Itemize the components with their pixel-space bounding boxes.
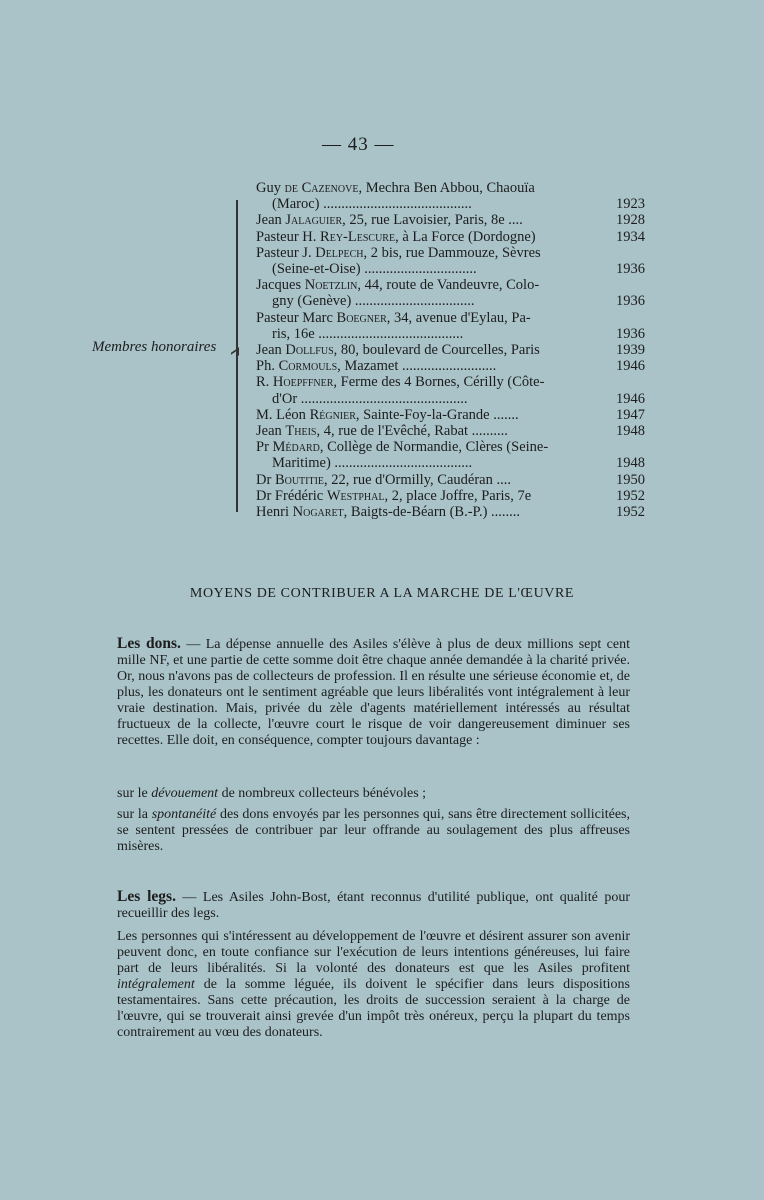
member-surname: Rey-Lescure	[320, 228, 396, 245]
member-name-line	[256, 439, 645, 455]
member-year: 1936	[616, 293, 645, 310]
member-prefix: Jean	[256, 423, 286, 440]
member-address: , 22, rue d'Ormilly, Caudéran ....	[324, 471, 511, 488]
legs-title: Les legs.	[117, 888, 176, 905]
dons-item2-post: des dons envoyés par les personnes qui, sans être directement sollicitées, se sentent pressées de contribuer par leur offrande au soulagement des plus affreuses misères.	[117, 807, 630, 854]
page-number: — 43 —	[322, 134, 395, 155]
member-name-line	[256, 358, 645, 374]
legs-p2-post: de la somme léguée, ils doivent le spécifier dans leurs dispositions testamentaires. Sans cette précaution, les droits de succession seraient à la charge de l'œuvre, qui se trouverait ainsi grevée d'un impôt très onéreux, perçu la plupart du temps contrairement au vœu des donateurs.	[117, 977, 630, 1040]
member-entry	[256, 374, 645, 406]
member-address: , Mazamet ..........................	[337, 358, 497, 375]
member-entry	[256, 407, 645, 423]
member-prefix: Dr Frédéric	[256, 487, 327, 504]
member-surname: Delpech	[315, 244, 364, 261]
member-address: , Ferme des 4 Bornes, Cérilly (Côte-	[333, 374, 545, 391]
member-surname: Boutitie	[274, 471, 325, 488]
member-address-continuation: d'Or ..............................................	[272, 390, 468, 407]
member-surname: Jalaguier	[285, 212, 343, 229]
member-entry	[256, 358, 645, 374]
member-entry	[256, 229, 645, 245]
member-name-line	[256, 229, 645, 245]
dons-body: — La dépense annuelle des Asiles s'élève à plus de deux millions sept cent mille NF, et une partie de cette somme doit être chaque année demandée à la charité privée. Or, nous n'avons pas de collecteurs de profession. Il en résulte une sérieuse économie et, de plus, les donateurs ont le sentiment agréable que leurs libéralités vont intégralement à leur vraie destination. Mais, privée du zèle d'agents matériellement intéressés au résultat fructueux de la collecte, l'œuvre court le risque de voir dangereusement diminuer ses recettes. Elle doit, en conséquence, compter toujours davantage :	[117, 637, 630, 748]
legs-body: — Les Asiles John-Bost, étant reconnus d'utilité publique, ont qualité pour recueillir des legs.	[117, 890, 630, 921]
member-surname: Westphal	[326, 487, 385, 504]
member-entry	[256, 472, 645, 488]
member-address: , Sainte-Foy-la-Grande .......	[355, 406, 519, 423]
member-name-line	[256, 310, 645, 326]
member-year: 1947	[616, 406, 645, 423]
member-year: 1923	[616, 196, 645, 213]
member-prefix: Guy	[256, 180, 285, 196]
brace-divider	[236, 200, 244, 512]
member-surname: Hoepffner	[272, 374, 334, 391]
member-address-continuation: gny (Genève) .................................	[272, 293, 475, 310]
membres-honoraires-label: Membres honoraires	[92, 339, 217, 355]
member-address-continuation: ris, 16e ........................................	[272, 325, 464, 342]
member-entry	[256, 277, 645, 309]
legs-p2-em: intégralement	[117, 977, 195, 992]
member-address-continuation: (Maroc) .........................................	[272, 196, 472, 213]
member-prefix: Ph.	[256, 358, 279, 375]
section-heading: MOYENS DE CONTRIBUER A LA MARCHE DE L'ŒUVRE	[189, 586, 575, 601]
member-surname: Nogaret	[292, 504, 344, 521]
member-year: 1952	[616, 504, 645, 521]
legs-p2-pre: Les personnes qui s'intéressent au développement de l'œuvre et désirent assurer son avenir peuvent donc, en toute confiance sur l'exécution de leurs intentions généreuses, lui faire part de leurs libéralités. Si la volonté des donateurs est que les Asiles profitent	[117, 929, 630, 976]
member-surname: Médard	[272, 439, 320, 456]
dons-item2-pre: sur la	[117, 807, 152, 822]
member-entry	[256, 488, 645, 504]
member-address: , 2 bis, rue Dammouze, Sèvres	[363, 244, 541, 261]
member-prefix: Jean	[256, 212, 286, 229]
member-address: , 2, place Joffre, Paris, 7e	[384, 487, 532, 504]
member-address: , Baigts-de-Béarn (B.-P.) ........	[343, 504, 521, 521]
member-prefix: Pasteur Marc	[256, 309, 337, 326]
member-name-line	[256, 423, 645, 439]
dons-item1-post: de nombreux collecteurs bénévoles ;	[218, 786, 427, 801]
legs-paragraph-2	[117, 929, 630, 1041]
member-entry	[256, 439, 645, 471]
member-entry	[256, 423, 645, 439]
member-entry	[256, 245, 645, 277]
member-surname: Noetzlin	[304, 277, 358, 294]
dons-item1-em: dévouement	[151, 786, 219, 801]
legs-paragraph	[117, 889, 630, 922]
member-name-line	[256, 212, 645, 228]
member-name-line	[256, 374, 645, 390]
member-entry	[256, 504, 645, 520]
member-address: , 4, rue de l'Evêché, Rabat ..........	[316, 423, 508, 440]
member-entry	[256, 310, 645, 342]
dons-paragraph	[117, 636, 630, 749]
member-address: , 25, rue Lavoisier, Paris, 8e ....	[342, 212, 523, 229]
member-prefix: R.	[256, 374, 273, 391]
member-address-continuation: (Seine-et-Oise) ...............................	[272, 261, 477, 278]
member-prefix: Pasteur J.	[256, 244, 316, 261]
member-surname: Boegner	[336, 309, 387, 326]
dons-title: Les dons.	[117, 635, 181, 652]
member-surname: Theis	[285, 423, 317, 440]
member-name-line	[256, 488, 645, 504]
member-year: 1946	[616, 390, 645, 407]
member-entry	[256, 212, 645, 228]
member-entry	[256, 342, 645, 358]
member-surname: Régnier	[309, 406, 356, 423]
dons-item-devouement	[117, 786, 630, 802]
member-address: , 44, route de Vandeuvre, Colo-	[357, 277, 540, 294]
member-year: 1946	[616, 358, 645, 375]
member-address: , 34, avenue d'Eylau, Pa-	[386, 309, 531, 326]
member-year: 1952	[616, 487, 645, 504]
member-year: 1928	[616, 212, 645, 229]
member-year: 1939	[616, 342, 645, 359]
dons-item2-em: spontanéité	[151, 807, 217, 822]
member-year: 1950	[616, 471, 645, 488]
dons-item-spontaneite	[117, 807, 630, 855]
member-address: , Mechra Ben Abbou, Chaouïa	[358, 180, 535, 196]
member-name-line	[256, 407, 645, 423]
member-year: 1934	[616, 228, 645, 245]
member-prefix: Pasteur H.	[256, 228, 321, 245]
member-name-line	[256, 472, 645, 488]
member-prefix: Henri	[256, 504, 293, 521]
member-address-continuation: Maritime) ......................................	[272, 455, 473, 472]
member-year: 1948	[616, 455, 645, 472]
member-year: 1936	[616, 261, 645, 278]
member-name-line	[256, 245, 645, 261]
honorary-members-list	[256, 180, 645, 520]
member-surname: Cormouls	[278, 358, 338, 375]
member-prefix: Jean	[256, 342, 286, 359]
member-prefix: Pr	[256, 439, 273, 456]
member-surname: Dollfus	[285, 342, 334, 359]
member-address: , Collège de Normandie, Clères (Seine-	[319, 439, 549, 456]
member-year: 1936	[616, 325, 645, 342]
member-name-line	[256, 180, 645, 196]
member-year: 1948	[616, 423, 645, 440]
member-prefix: Jacques	[256, 277, 305, 294]
member-address: , 80, boulevard de Courcelles, Paris	[333, 342, 540, 359]
dons-item1-pre: sur le	[117, 786, 152, 801]
member-name-line	[256, 277, 645, 293]
member-entry	[256, 180, 645, 212]
member-surname: de Cazenove	[284, 180, 359, 196]
member-prefix: Dr	[256, 471, 275, 488]
member-address: , à La Force (Dordogne)	[395, 228, 536, 245]
member-name-line	[256, 342, 645, 358]
member-prefix: M. Léon	[256, 406, 310, 423]
member-name-line	[256, 504, 645, 520]
